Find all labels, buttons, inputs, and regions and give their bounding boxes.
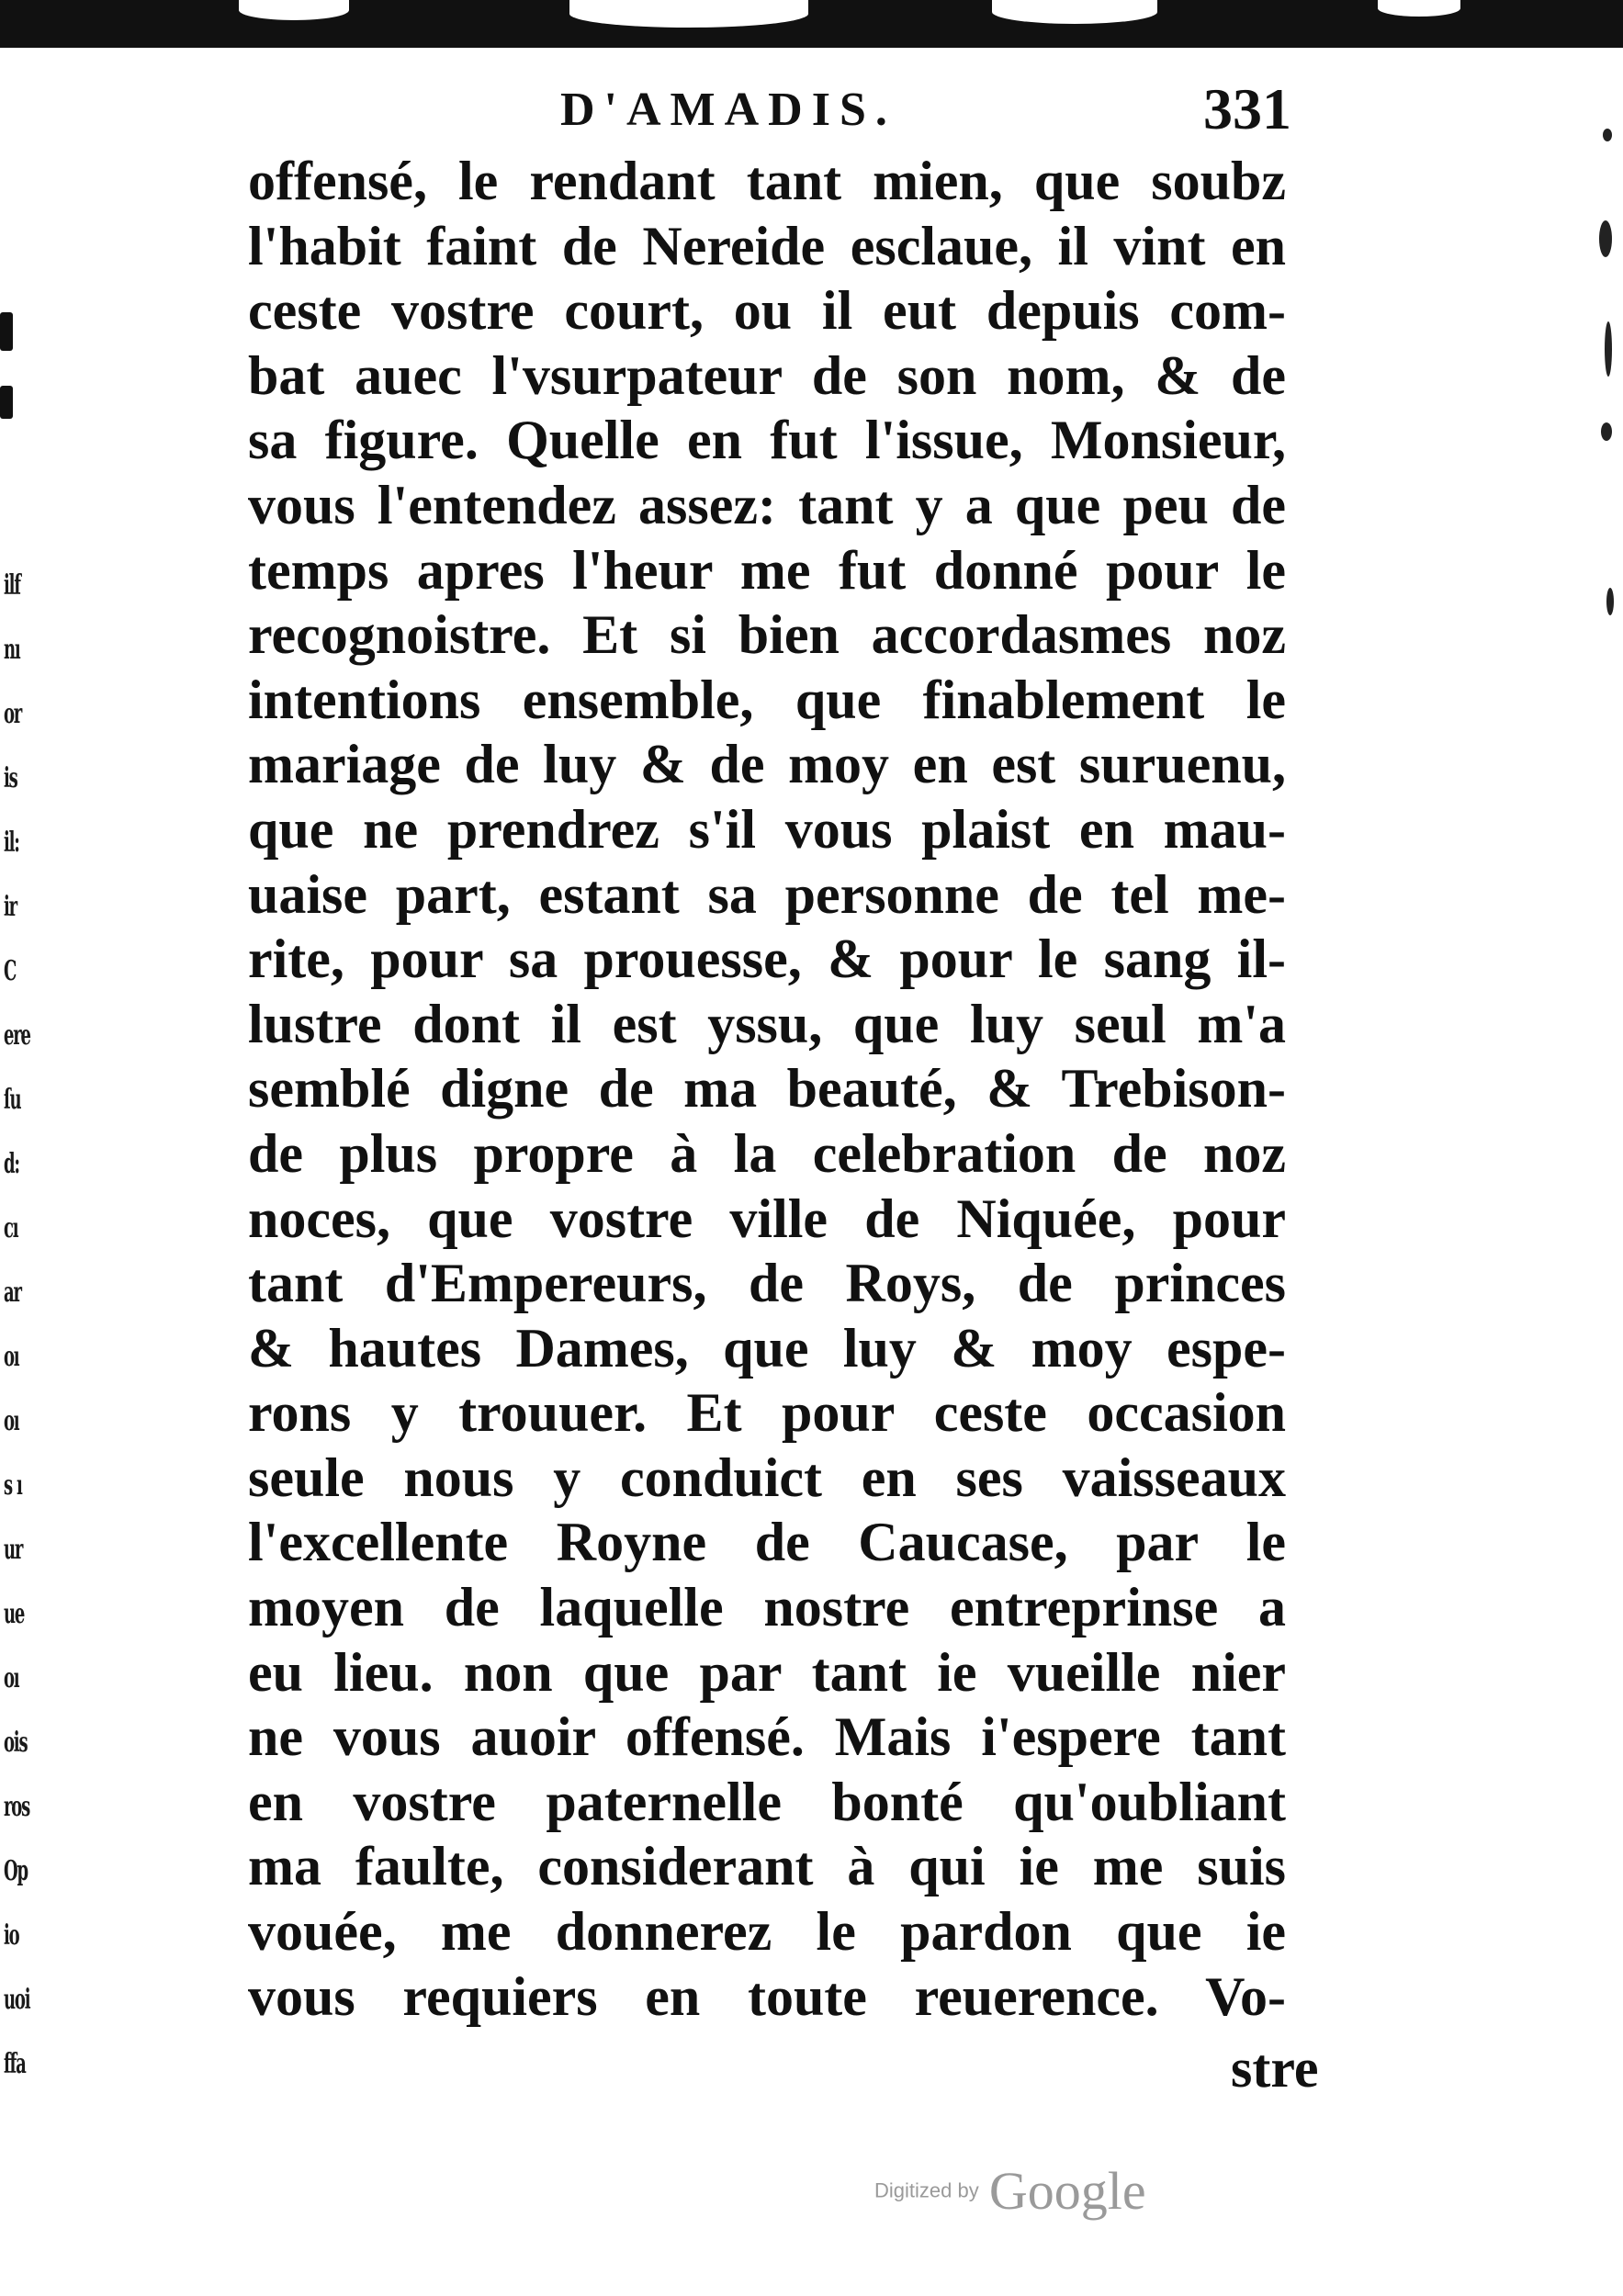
text-line: ne vous auoir offensé. Mais i'espere tant xyxy=(248,1706,1286,1768)
margin-fragment: is xyxy=(4,762,17,794)
margin-fragment: ue xyxy=(4,1598,25,1630)
margin-mark xyxy=(0,312,13,351)
margin-mark xyxy=(0,386,13,419)
digitized-watermark xyxy=(874,2160,1146,2222)
margin-fragment: oı xyxy=(4,1405,19,1437)
margin-fragment: oı xyxy=(4,1662,19,1694)
margin-fragment: il: xyxy=(4,827,19,859)
text-line: intentions ensemble, que finablement le xyxy=(248,669,1286,730)
margin-fragment: ros xyxy=(4,1791,30,1823)
text-line: semblé digne de ma beauté, & Trebison- xyxy=(248,1058,1286,1120)
text-line: tant d'Empereurs, de Roys, de princes xyxy=(248,1253,1286,1314)
margin-fragment: ois xyxy=(4,1727,28,1759)
margin-fragment: nı xyxy=(4,634,20,666)
margin-fragment: ir xyxy=(4,891,17,923)
speck xyxy=(1601,422,1612,441)
speck xyxy=(1606,588,1614,615)
text-line: moyen de laquelle nostre entreprinse a xyxy=(248,1577,1286,1638)
text-line: l'habit faint de Nereide esclaue, il vint en xyxy=(248,215,1286,276)
scan-notch xyxy=(992,0,1157,24)
text-line: sa figure. Quelle en fut l'issue, Monsieur, xyxy=(248,410,1286,471)
text-line: de plus propre à la celebration de noz xyxy=(248,1122,1286,1184)
watermark-prefix: Digitized by xyxy=(874,2178,979,2202)
scan-notch xyxy=(1378,0,1460,17)
text-line: en vostre paternelle bonté qu'oubliant xyxy=(248,1771,1286,1832)
google-logo: Google xyxy=(988,2161,1146,2221)
text-line: eu lieu. non que par tant ie vueille nier xyxy=(248,1641,1286,1703)
margin-fragment: ffa xyxy=(4,2048,26,2080)
margin-fragment: ſu xyxy=(4,1084,21,1116)
text-line: rite, pour sa prouesse, & pour le sang il- xyxy=(248,929,1286,990)
text-line: mariage de luy & de moy en est suruenu, xyxy=(248,734,1286,795)
margin-fragment: C xyxy=(4,955,17,987)
text-line: bat auec l'vsurpateur de son nom, & de xyxy=(248,344,1286,406)
text-line: noces, que vostre ville de Niquée, pour xyxy=(248,1187,1286,1249)
text-line: offensé, le rendant tant mien, que soubz xyxy=(248,151,1286,211)
page-header xyxy=(248,75,1332,149)
speck xyxy=(1599,220,1612,257)
margin-fragment: oı xyxy=(4,1341,19,1373)
text-line: vouée, me donnerez le pardon que ie xyxy=(248,1901,1286,1963)
margin-fragment: ur xyxy=(4,1534,23,1566)
margin-fragment: uoi xyxy=(4,1984,30,2016)
margin-fragment: Op xyxy=(4,1855,28,1887)
margin-fragment: ilf xyxy=(4,569,20,602)
right-edge-speckle xyxy=(1595,110,1623,698)
running-head: D'AMADIS. xyxy=(560,84,896,136)
margin-fragment: cı xyxy=(4,1212,18,1244)
text-line: que ne prendrez s'il vous plaist en mau- xyxy=(248,798,1286,860)
margin-fragment: or xyxy=(4,698,22,730)
scan-notch xyxy=(569,0,808,28)
text-line: vous l'entendez assez: tant y a que peu de xyxy=(248,474,1286,535)
margin-fragment: ar xyxy=(4,1277,21,1309)
text-line: l'excellente Royne de Caucase, par le xyxy=(248,1512,1286,1573)
text-line: rons y trouuer. Et pour ceste occasion xyxy=(248,1382,1286,1444)
text-line: lustre dont il est yssu, que luy seul m'a xyxy=(248,993,1286,1054)
margin-fragment: ere xyxy=(4,1019,30,1052)
facing-page-bleed xyxy=(0,514,48,2167)
text-line: seule nous y conduict en ses vaisseaux xyxy=(248,1446,1286,1508)
margin-fragment: s ı xyxy=(4,1469,22,1502)
text-line: & hautes Dames, que luy & moy espe- xyxy=(248,1317,1286,1379)
text-line: vous requiers en toute reuerence. Vo- xyxy=(248,1965,1286,2027)
catchword: stre xyxy=(1231,2038,1319,2099)
page-number: 331 xyxy=(1203,76,1291,141)
scan-notch xyxy=(239,0,349,20)
speck xyxy=(1603,129,1612,141)
text-line: recognoistre. Et si bien accordasmes noz xyxy=(248,604,1286,666)
body-text xyxy=(248,149,1332,2029)
text-line: uaise part, estant sa personne de tel me- xyxy=(248,863,1286,925)
text-line: ma faulte, considerant à qui ie me suis xyxy=(248,1836,1286,1897)
text-line: temps apres l'heur me fut donné pour le xyxy=(248,539,1286,601)
text-line: ceste vostre court, ou il eut depuis com- xyxy=(248,280,1286,342)
margin-fragment: io xyxy=(4,1919,19,1952)
margin-fragment: d: xyxy=(4,1148,19,1180)
speck xyxy=(1605,321,1612,377)
